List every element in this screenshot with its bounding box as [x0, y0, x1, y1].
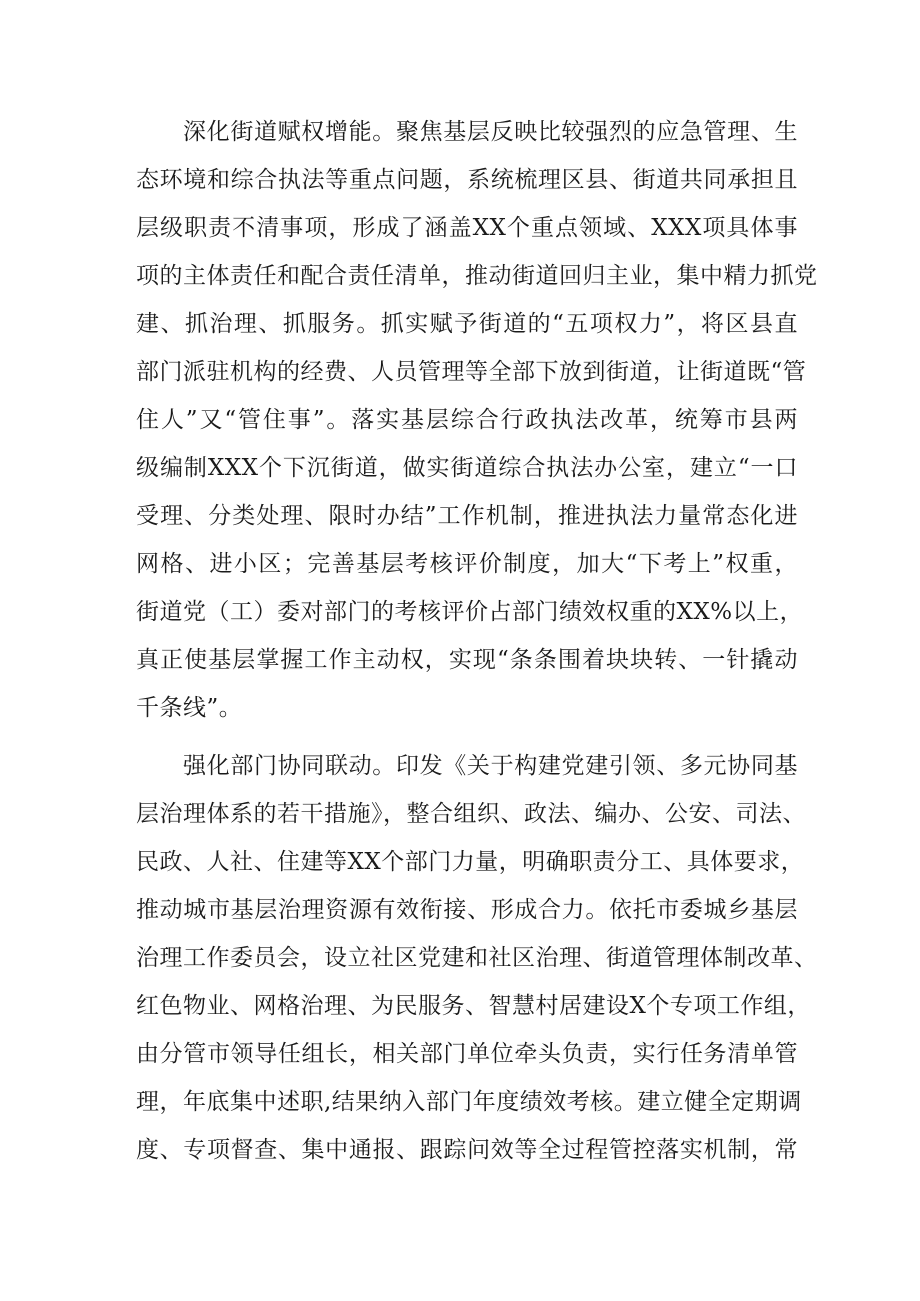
paragraph-spacer — [136, 732, 798, 742]
paragraph-line: 层级职责不清事项，形成了涵盖XX个重点领域、XXX项具体事 — [136, 215, 798, 241]
paragraph-line: 受理、分类处理、限时办结”工作机制，推进执法力量常态化进 — [136, 503, 798, 529]
paragraph-line: 由分管市领导任组长，相关部门单位牵头负责，实行任务清单管 — [136, 1041, 798, 1067]
paragraph-line: 深化街道赋权增能。聚焦基层反映比较强烈的应急管理、生 — [183, 119, 798, 145]
paragraph-line: 强化部门协同联动。印发《关于构建党建引领、多元协同基 — [183, 753, 798, 779]
paragraph-line: 街道党（工）委对部门的考核评价占部门绩效权重的XX%以上， — [136, 599, 804, 625]
paragraph-line: 红色物业、网格治理、为民服务、智慧村居建设X个专项工作组， — [136, 993, 811, 1019]
document-body — [136, 108, 818, 1174]
paragraph-1 — [136, 108, 818, 732]
paragraph-line: 网格、进小区；完善基层考核评价制度，加大“下考上”权重， — [136, 551, 798, 577]
paragraph-line: 层治理体系的若干措施》，整合组织、政法、编办、公安、司法、 — [136, 801, 806, 827]
paragraph-line: 真正使基层掌握工作主动权，实现“条条围着块块转、一针撬动 — [136, 647, 798, 673]
paragraph-line: 千条线”。 — [136, 695, 243, 721]
paragraph-line: 治理工作委员会，设立社区党建和社区治理、街道管理体制改革、 — [136, 945, 818, 971]
paragraph-line: 建、抓治理、抓服务。抓实赋予街道的“五项权力”，将区县直 — [136, 311, 798, 337]
paragraph-line: 部门派驻机构的经费、人员管理等全部下放到街道，让街道既“管 — [136, 359, 807, 385]
paragraph-line: 级编制XXX个下沉街道，做实街道综合执法办公室，建立“一口 — [136, 455, 798, 481]
paragraph-line: 态环境和综合执法等重点问题，系统梳理区县、街道共同承担且 — [136, 167, 798, 193]
paragraph-line: 项的主体责任和配合责任清单，推动街道回归主业，集中精力抓党 — [136, 263, 818, 289]
paragraph-line: 民政、人社、住建等XX个部门力量，明确职责分工、具体要求， — [136, 849, 805, 875]
paragraph-line: 推动城市基层治理资源有效衔接、形成合力。依托市委城乡基层 — [136, 897, 798, 923]
paragraph-line: 度、专项督查、集中通报、跟踪问效等全过程管控落实机制，常 — [136, 1137, 798, 1163]
paragraph-line: 理，年底集中述职,结果纳入部门年度绩效考核。建立健全定期调 — [136, 1089, 802, 1115]
paragraph-line: 住人”又“管住事”。落实基层综合行政执法改革，统筹市县两 — [136, 407, 798, 433]
paragraph-2 — [136, 742, 818, 1174]
